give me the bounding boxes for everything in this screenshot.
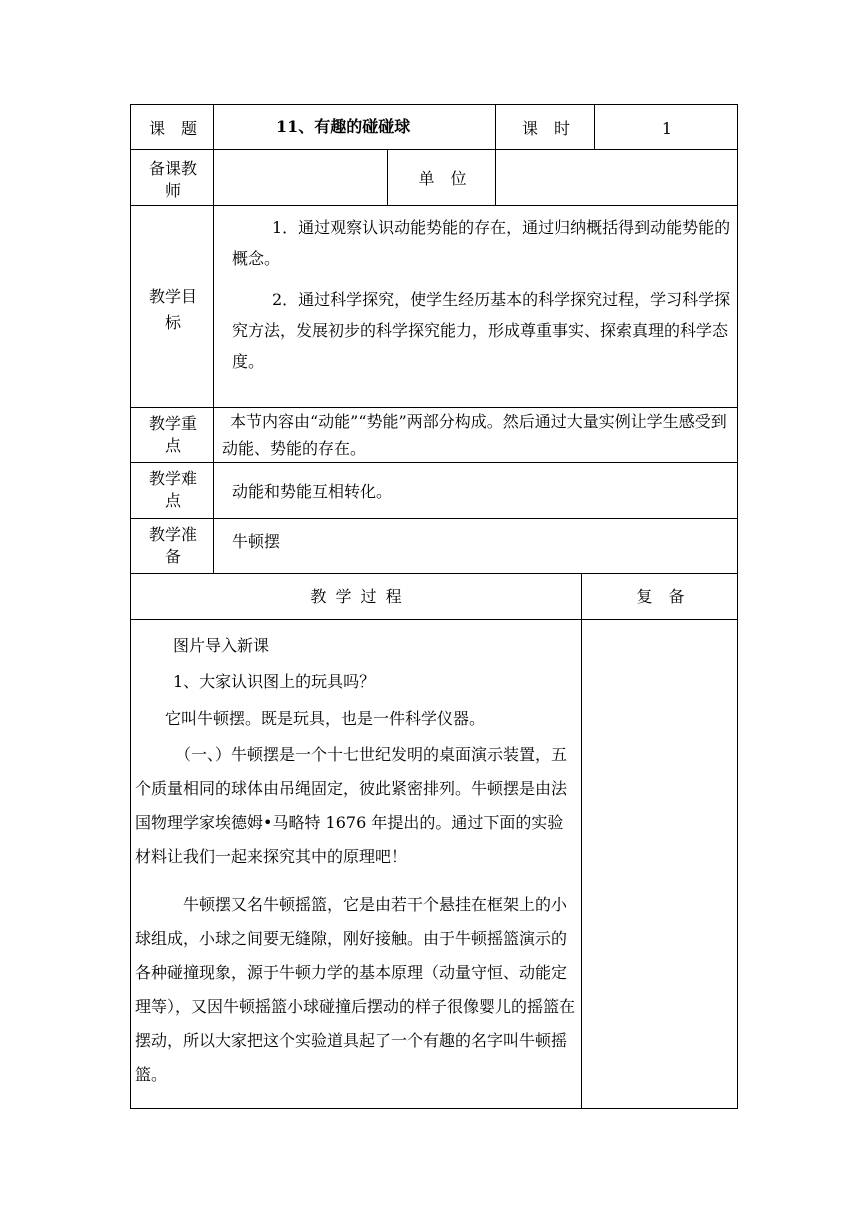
unit-value-cell [495, 149, 738, 206]
review-header: 复 备 [636, 587, 685, 606]
process-p3: 它叫牛顿摆。既是玩具，也是一件科学仪器。 [165, 709, 486, 728]
process-p2: 1、大家认识图上的玩具吗？ [173, 672, 376, 691]
preparation-label: 教学准备 [148, 525, 197, 566]
difficulties-label-cell [130, 462, 214, 519]
objectives-content-cell [213, 205, 738, 408]
process-p4: （一、）牛顿摆是一个十七世纪发明的桌面演示装置，五个质量相同的球体由吊绳固定，彼此紧密排列。牛顿摆是由法国物理学家埃德姆•马略特 1676 年提出的。通过下面的实验材料让我们一起来探究其中的原理吧！ [135, 745, 568, 866]
review-header-cell [581, 573, 738, 620]
process-p5: 牛顿摆又名牛顿摇篮，它是由若干个悬挂在框架上的小球组成，小球之间要无缝隙，刚好接触。由于牛顿摇篮演示的各种碰撞现象，源于牛顿力学的基本原理（动量守恒、动能定理等），又因牛顿摇篮小球碰撞后摆动的样子很像婴儿的摇篮在摆动，所以大家把这个实验道具起了一个有趣的名字叫牛顿摇篮。 [135, 895, 576, 1084]
process-header: 教 学 过 程 [310, 587, 404, 606]
keypoints-label: 教学重点 [148, 414, 197, 455]
objectives-label: 教学目标 [148, 287, 197, 332]
preparation-label-cell [130, 518, 214, 574]
process-p1: 图片导入新课 [173, 636, 270, 655]
unit-label-cell [387, 149, 496, 206]
objective-item-2: 2．通过科学探究，使学生经历基本的科学探究过程，学习科学探究方法，发展初步的科学探究能力，形成尊重事实、探索真理的科学态度。 [232, 290, 731, 371]
unit-label: 单 位 [418, 169, 467, 188]
process-content-cell [130, 619, 582, 1109]
period-label-cell [495, 104, 595, 150]
difficulties-label: 教学难点 [148, 469, 197, 510]
teacher-label-cell [130, 149, 214, 206]
period-label: 课 时 [521, 119, 570, 138]
process-header-cell [130, 573, 582, 620]
review-content-cell [581, 619, 738, 1109]
period-value: 1 [661, 119, 673, 138]
preparation-text: 牛顿摆 [232, 532, 281, 551]
topic-label: 课 题 [148, 119, 197, 138]
period-value-cell [594, 104, 738, 150]
keypoints-content-cell [213, 407, 738, 463]
topic-value-cell [213, 104, 496, 150]
teacher-label: 备课教师 [148, 159, 197, 200]
difficulties-text: 动能和势能互相转化。 [232, 482, 393, 501]
objective-item-1: 1．通过观察认识动能势能的存在，通过归纳概括得到动能势能的概念。 [232, 218, 731, 268]
preparation-content-cell [213, 518, 738, 574]
keypoints-text: 本节内容由“动能”“势能”两部分构成。然后通过大量实例让学生感受到动能、势能的存在。 [222, 412, 727, 458]
topic-value: 11、有趣的碰碰球 [276, 117, 411, 136]
topic-label-cell [130, 104, 214, 150]
difficulties-content-cell [213, 462, 738, 519]
teacher-value-cell [213, 149, 388, 206]
keypoints-label-cell [130, 407, 214, 463]
objectives-label-cell [130, 205, 214, 408]
